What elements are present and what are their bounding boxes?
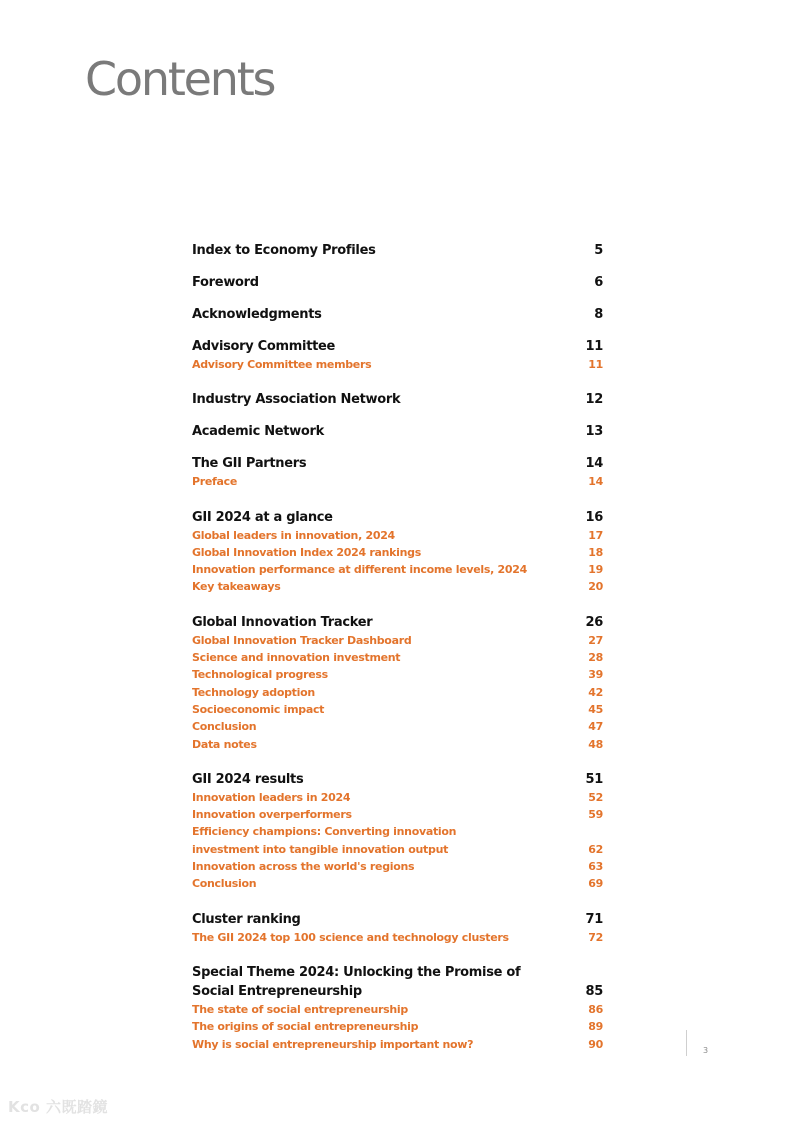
toc-entry-page: 6 bbox=[594, 275, 603, 290]
watermark-logo: Kco 六既踏鏡 bbox=[8, 1098, 109, 1116]
toc-subentry-label: Innovation leaders in 2024 bbox=[192, 790, 351, 804]
toc-subentry-label: Data notes bbox=[192, 737, 257, 751]
toc-subentry-label: The state of social entrepreneurship bbox=[192, 1002, 408, 1016]
toc-subentry-label: Global leaders in innovation, 2024 bbox=[192, 528, 395, 542]
toc-entry[interactable] bbox=[192, 305, 603, 324]
toc-subentry-page: 39 bbox=[588, 668, 603, 682]
table-of-contents bbox=[192, 241, 603, 1070]
toc-subentry-page: 47 bbox=[588, 720, 603, 734]
toc-subentry-label: The origins of social entrepreneurship bbox=[192, 1020, 419, 1034]
toc-subentry[interactable] bbox=[192, 578, 603, 595]
toc-subentry-label: Preface bbox=[192, 475, 238, 489]
toc-subentry[interactable] bbox=[192, 736, 603, 753]
toc-entry-page: 14 bbox=[585, 456, 603, 472]
toc-subentry-page: 89 bbox=[588, 1020, 603, 1034]
toc-entry-page: 71 bbox=[585, 911, 603, 927]
toc-section bbox=[192, 390, 603, 409]
toc-entry-page: 11 bbox=[585, 339, 603, 354]
toc-subentry-label: Global Innovation Tracker Dashboard bbox=[192, 633, 412, 647]
toc-entry[interactable] bbox=[192, 337, 603, 356]
toc-entry-label: Cluster ranking bbox=[192, 911, 301, 927]
toc-entry[interactable] bbox=[192, 910, 603, 929]
toc-subentry[interactable] bbox=[192, 684, 603, 701]
toc-section bbox=[192, 454, 603, 490]
toc-entry[interactable] bbox=[192, 613, 603, 632]
toc-section bbox=[192, 508, 603, 596]
toc-subentry[interactable] bbox=[192, 858, 603, 875]
toc-subentry[interactable] bbox=[192, 875, 603, 892]
toc-section bbox=[192, 273, 603, 292]
toc-subentry-page: 17 bbox=[588, 528, 603, 542]
toc-entry[interactable] bbox=[192, 454, 603, 473]
toc-subentry-label: The GII 2024 top 100 science and technology clusters bbox=[192, 930, 509, 944]
toc-subentry[interactable] bbox=[192, 544, 603, 561]
toc-subentry[interactable] bbox=[192, 929, 603, 946]
toc-subentry-page: 59 bbox=[588, 808, 603, 822]
toc-section bbox=[192, 422, 603, 441]
toc-entry[interactable] bbox=[192, 422, 603, 441]
toc-entry[interactable] bbox=[192, 273, 603, 292]
toc-entry-label: GII 2024 results bbox=[192, 771, 304, 787]
page-number: 3 bbox=[703, 1046, 709, 1055]
toc-subentry[interactable] bbox=[192, 561, 603, 578]
toc-section bbox=[192, 910, 603, 946]
toc-subentry-label: Efficiency champions: Converting innovation investment into tangible innovation output bbox=[192, 825, 457, 856]
toc-section bbox=[192, 613, 603, 753]
toc-subentry[interactable] bbox=[192, 649, 603, 666]
toc-subentry-page: 28 bbox=[588, 651, 603, 665]
toc-subentry-page: 42 bbox=[588, 685, 603, 699]
toc-subentry[interactable] bbox=[192, 789, 603, 806]
toc-section bbox=[192, 963, 603, 1053]
toc-entry-page: 51 bbox=[585, 771, 603, 787]
toc-subentry-page: 18 bbox=[588, 545, 603, 559]
toc-subentry-label: Key takeaways bbox=[192, 580, 281, 594]
toc-entry-label: Index to Economy Profiles bbox=[192, 243, 376, 258]
toc-subentry[interactable] bbox=[192, 1001, 603, 1018]
toc-subentry-label: Conclusion bbox=[192, 877, 257, 891]
toc-subentry-page: 27 bbox=[588, 633, 603, 647]
toc-subentry-page: 48 bbox=[588, 737, 603, 751]
toc-subentry[interactable] bbox=[192, 1018, 603, 1035]
toc-subentry-page: 86 bbox=[588, 1002, 603, 1016]
toc-section bbox=[192, 770, 603, 893]
toc-entry[interactable] bbox=[192, 508, 603, 527]
toc-subentry-page: 20 bbox=[588, 580, 603, 594]
toc-entry-page: 13 bbox=[585, 424, 603, 440]
toc-subentry[interactable] bbox=[192, 666, 603, 683]
toc-subentry[interactable] bbox=[192, 806, 603, 823]
toc-subentry[interactable] bbox=[192, 356, 603, 373]
toc-entry[interactable] bbox=[192, 241, 603, 260]
toc-entry-label: Industry Association Network bbox=[192, 392, 401, 408]
toc-entry[interactable] bbox=[192, 390, 603, 409]
toc-subentry-page: 11 bbox=[588, 358, 603, 371]
toc-subentry-page: 62 bbox=[588, 842, 603, 856]
toc-subentry[interactable] bbox=[192, 527, 603, 544]
toc-entry-label: GII 2024 at a glance bbox=[192, 509, 333, 525]
toc-entry-page: 12 bbox=[585, 392, 603, 408]
toc-subentry-page: 14 bbox=[588, 475, 603, 489]
toc-entry-page: 26 bbox=[585, 614, 603, 630]
toc-subentry[interactable] bbox=[192, 1036, 603, 1053]
toc-entry-label: Global Innovation Tracker bbox=[192, 614, 373, 630]
toc-subentry-label: Science and innovation investment bbox=[192, 651, 401, 665]
toc-entry[interactable] bbox=[192, 770, 603, 789]
toc-entry-label: Advisory Committee bbox=[192, 339, 336, 354]
toc-entry-page: 85 bbox=[585, 983, 603, 999]
toc-section bbox=[192, 241, 603, 260]
toc-entry-label: Special Theme 2024: Unlocking the Promise of Social Entrepreneurship bbox=[192, 964, 521, 999]
toc-subentry-page: 52 bbox=[588, 790, 603, 804]
toc-subentry-page: 90 bbox=[588, 1037, 603, 1051]
toc-subentry-label: Innovation overperformers bbox=[192, 808, 352, 822]
toc-subentry-label: Global Innovation Index 2024 rankings bbox=[192, 545, 421, 559]
toc-entry[interactable] bbox=[192, 963, 603, 1001]
toc-subentry-label: Technology adoption bbox=[192, 685, 315, 699]
toc-entry-page: 8 bbox=[594, 307, 603, 322]
toc-entry-label: Acknowledgments bbox=[192, 307, 322, 322]
toc-subentry-page: 69 bbox=[588, 877, 603, 891]
toc-subentry[interactable] bbox=[192, 473, 603, 490]
toc-subentry-page: 63 bbox=[588, 860, 603, 874]
toc-subentry[interactable] bbox=[192, 718, 603, 735]
toc-subentry-label: Innovation across the world's regions bbox=[192, 860, 415, 874]
toc-subentry-page: 19 bbox=[588, 563, 603, 577]
toc-subentry-label: Innovation performance at different income levels, 2024 bbox=[192, 563, 527, 577]
page-number-divider bbox=[686, 1030, 687, 1056]
toc-entry-label: Foreword bbox=[192, 275, 259, 290]
toc-subentry[interactable] bbox=[192, 701, 603, 718]
toc-section bbox=[192, 337, 603, 373]
toc-subentry-page: 45 bbox=[588, 702, 603, 716]
page-title: Contents bbox=[85, 52, 275, 106]
toc-entry-page: 16 bbox=[585, 509, 603, 525]
toc-subentry-label: Advisory Committee members bbox=[192, 358, 372, 371]
toc-section bbox=[192, 305, 603, 324]
toc-subentry-page: 72 bbox=[588, 930, 603, 944]
toc-subentry-label: Why is social entrepreneurship important now? bbox=[192, 1037, 474, 1051]
toc-subentry-label: Technological progress bbox=[192, 668, 328, 682]
toc-entry-page: 5 bbox=[594, 243, 603, 258]
toc-entry-label: Academic Network bbox=[192, 424, 325, 440]
toc-subentry[interactable] bbox=[192, 632, 603, 649]
toc-subentry-label: Conclusion bbox=[192, 720, 257, 734]
toc-subentry[interactable] bbox=[192, 823, 603, 858]
toc-subentry-label: Socioeconomic impact bbox=[192, 702, 325, 716]
toc-entry-label: The GII Partners bbox=[192, 456, 307, 472]
